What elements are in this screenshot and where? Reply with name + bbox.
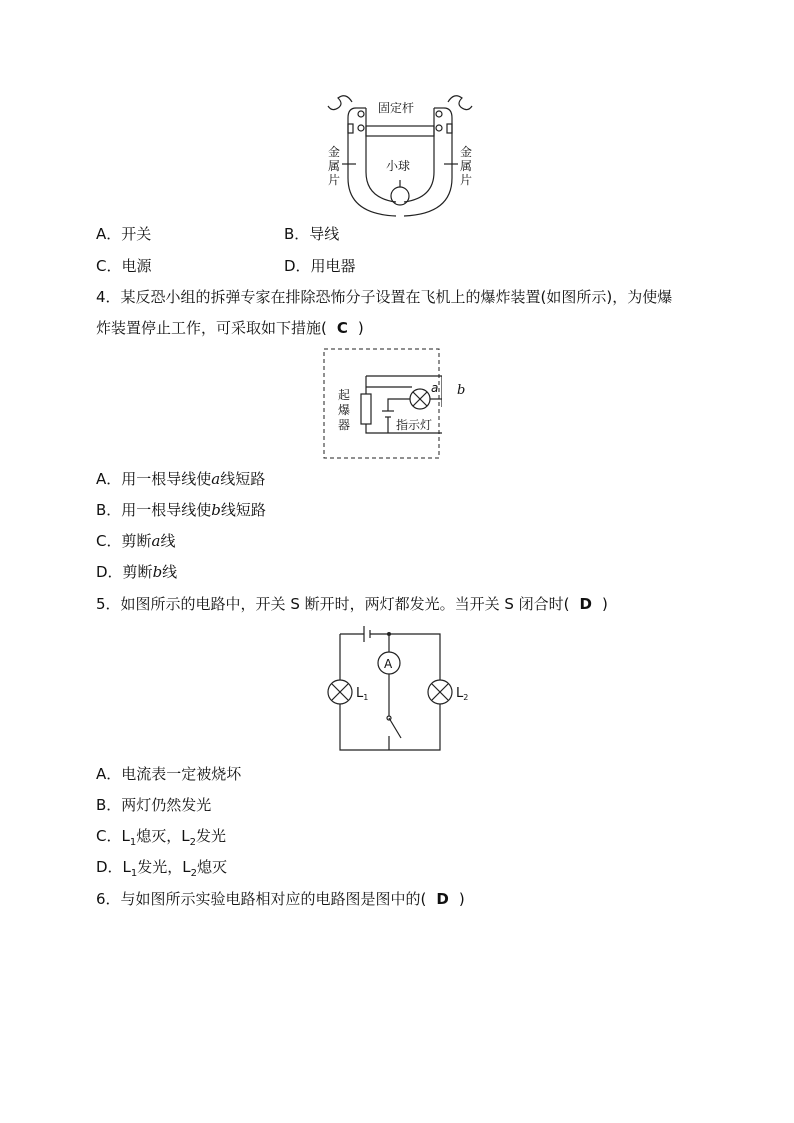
ball-label: 小球 bbox=[386, 159, 411, 173]
right-sheet-label-2: 属 bbox=[460, 159, 473, 173]
q4-option-a: A．用一根导线使a线短路 bbox=[96, 470, 266, 488]
ammeter-label: A bbox=[384, 657, 393, 671]
q4-stem-prefix: 炸装置停止工作，可采取如下措施( bbox=[96, 319, 327, 337]
q4-stem-line1: 4．某反恐小组的拆弹专家在排除恐怖分子设置在飞机上的爆炸装置(如图所示)，为使爆 bbox=[96, 288, 673, 306]
q5-stem bbox=[96, 594, 608, 614]
q4-stem-line2 bbox=[96, 318, 364, 338]
right-sheet-label-3: 片 bbox=[460, 173, 473, 187]
q4-bomb-circuit-figure bbox=[322, 347, 442, 460]
q5-close-paren: ) bbox=[601, 595, 608, 613]
q5-stem-prefix: 5．如图所示的电路中，开关 S 断开时，两灯都发光。当开关 S 闭合时( bbox=[96, 595, 570, 613]
detonator-label-3: 器 bbox=[338, 418, 351, 432]
q5-option-d: D．$L_1$发光，$L_2$熄灭 bbox=[96, 858, 228, 879]
q6-close-paren: ) bbox=[458, 890, 465, 908]
q4-answer: C bbox=[336, 319, 348, 337]
lamp2-label: $L_2$ bbox=[456, 686, 469, 702]
indicator-lamp-label: 指示灯 bbox=[396, 418, 433, 432]
q4-close-paren: ) bbox=[357, 319, 364, 337]
fixed-rod-label: 固定杆 bbox=[378, 101, 415, 115]
q5-circuit-figure bbox=[326, 622, 476, 754]
left-sheet-label-3: 片 bbox=[328, 173, 341, 187]
wire-a-label: a bbox=[431, 381, 439, 395]
q4-option-d: D．剪断b线 bbox=[96, 563, 178, 581]
q3-device-figure bbox=[320, 88, 480, 220]
lamp1-label: $L_1$ bbox=[356, 686, 369, 702]
q6-answer: D bbox=[436, 890, 449, 908]
q6-stem-prefix: 6．与如图所示实验电路相对应的电路图是图中的( bbox=[96, 890, 427, 908]
q5-option-b: B．两灯仍然发光 bbox=[96, 796, 212, 814]
q5-option-c: C．$L_1$熄灭，$L_2$发光 bbox=[96, 827, 226, 848]
left-sheet-label-2: 属 bbox=[328, 159, 341, 173]
q5-option-a: A．电流表一定被烧坏 bbox=[96, 765, 242, 783]
q3-option-a: A．开关 bbox=[96, 225, 152, 243]
q3-option-c: C．电源 bbox=[96, 257, 152, 275]
wire-b-label: b bbox=[457, 383, 466, 398]
q3-option-d: D．用电器 bbox=[284, 257, 356, 275]
left-sheet-label-1: 金 bbox=[328, 145, 341, 159]
q6-stem bbox=[96, 889, 465, 909]
detonator-label-2: 爆 bbox=[338, 403, 351, 417]
detonator-label-1: 起 bbox=[338, 388, 351, 402]
q4-option-c: C．剪断a线 bbox=[96, 532, 176, 550]
right-sheet-label-1: 金 bbox=[460, 145, 473, 159]
q4-option-b: B．用一根导线使b线短路 bbox=[96, 501, 266, 519]
q3-option-b: B．导线 bbox=[284, 225, 340, 243]
q5-answer: D bbox=[579, 595, 592, 613]
